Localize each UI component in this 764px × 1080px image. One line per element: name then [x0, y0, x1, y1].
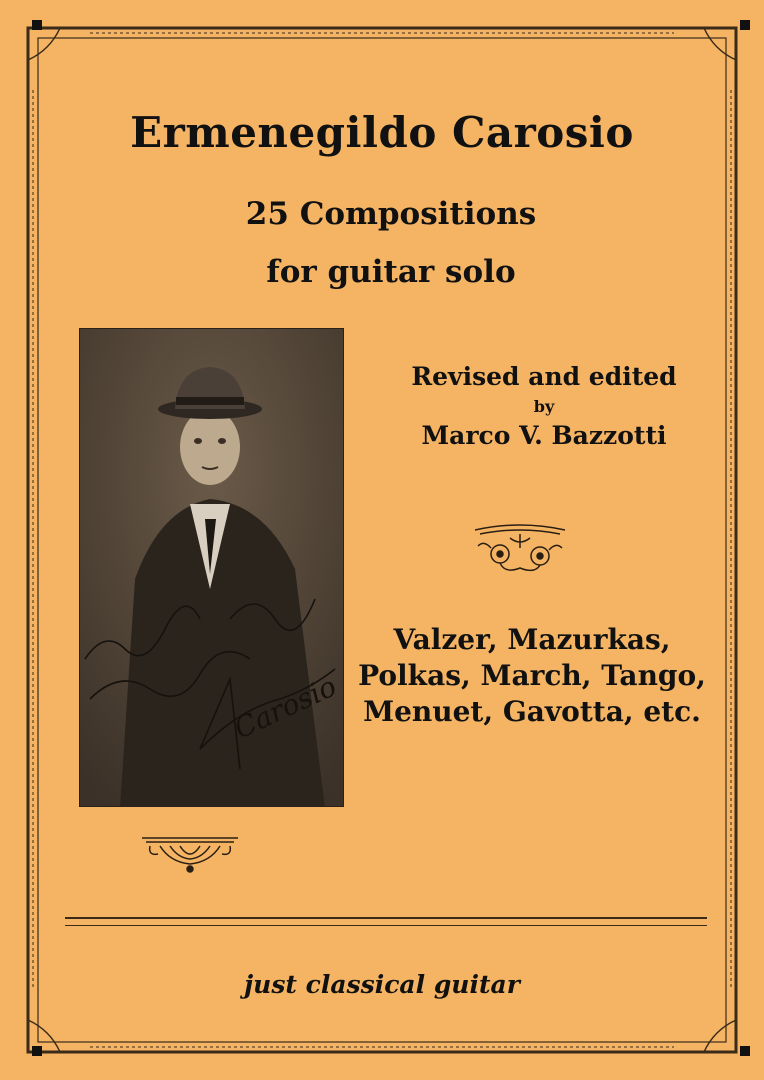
genres-line: Menuet, Gavotta, etc. [363, 695, 701, 728]
composer-title: Ermenegildo Carosio [130, 108, 634, 157]
editor-name: Marco V. Bazzotti [421, 421, 667, 450]
publisher-name: just classical guitar [244, 970, 520, 999]
genres-line: Polkas, March, Tango, [358, 659, 706, 692]
corner-square-icon [32, 1046, 42, 1056]
composer-photo [79, 328, 344, 807]
divider-rule [65, 925, 707, 926]
divider-rule [65, 917, 707, 919]
fan-ornament-icon [140, 832, 240, 874]
revised-line: Revised and edited [411, 362, 677, 391]
by-line: by [533, 397, 555, 416]
corner-square-icon [740, 1046, 750, 1056]
subtitle-instrument: for guitar solo [266, 254, 516, 290]
subtitle-compositions: 25 Compositions [245, 196, 537, 232]
genres-list [340, 622, 724, 730]
corner-square-icon [32, 20, 42, 30]
flower-ornament-icon [470, 518, 570, 578]
photo-signature: Carosio [229, 669, 342, 746]
corner-square-icon [740, 20, 750, 30]
portrait-image [80, 329, 344, 807]
genres-line: Valzer, Mazurkas, [393, 623, 671, 656]
